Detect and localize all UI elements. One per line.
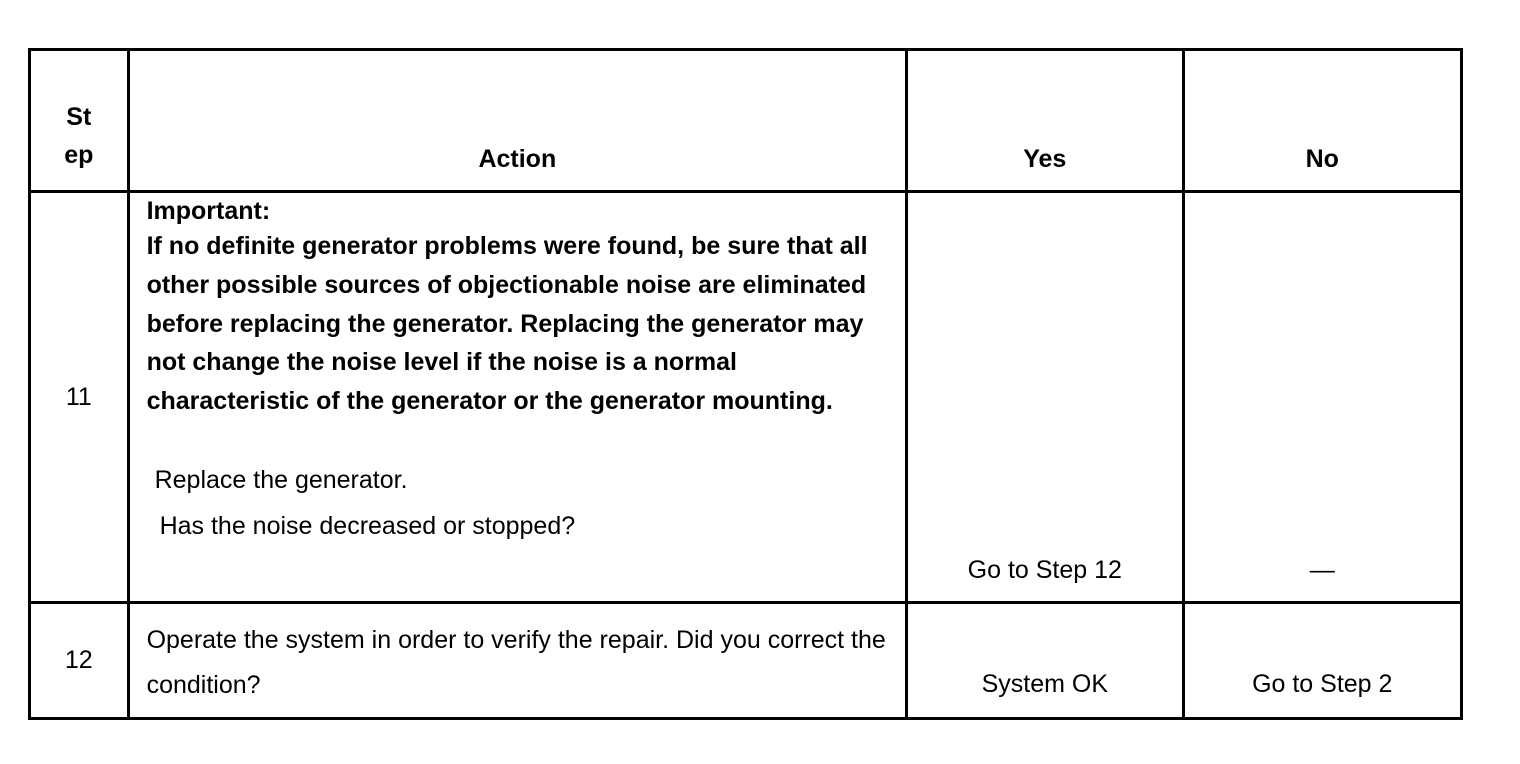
table-row	[30, 192, 1462, 603]
header-action: Action	[128, 50, 907, 192]
header-row	[30, 50, 1462, 192]
table-row	[30, 603, 1462, 719]
yes-result: System OK	[907, 603, 1183, 719]
no-result: —	[1183, 192, 1461, 603]
important-note	[147, 195, 896, 421]
no-result: Go to Step 2	[1183, 603, 1461, 719]
instruction-text: Replace the generator.	[154, 465, 408, 494]
action-text: Operate the system in order to verify the repair. Did you correct the condition?	[128, 603, 907, 719]
header-step	[30, 50, 129, 192]
yes-result: Go to Step 12	[907, 192, 1183, 603]
important-label: Important:	[146, 197, 271, 225]
header-no: No	[1183, 50, 1461, 192]
diagnostic-table	[28, 48, 1463, 720]
header-yes: Yes	[907, 50, 1183, 192]
important-text: If no definite generator problems were found, be sure that all other possible sources of objectionable noise are eliminated before replacing the generator. Replacing the generator may not change the noise level if the noise is a normal characteristic of the generator or the generator mounting.	[146, 232, 868, 416]
question-text: Has the noise decreased or stopped?	[159, 511, 576, 540]
step-number: 12	[30, 603, 129, 719]
header-step-line2: ep	[64, 141, 94, 169]
header-step-line1: St	[66, 103, 92, 131]
action-cell	[128, 192, 907, 603]
instruction-block	[147, 457, 896, 549]
step-number: 11	[30, 192, 129, 603]
